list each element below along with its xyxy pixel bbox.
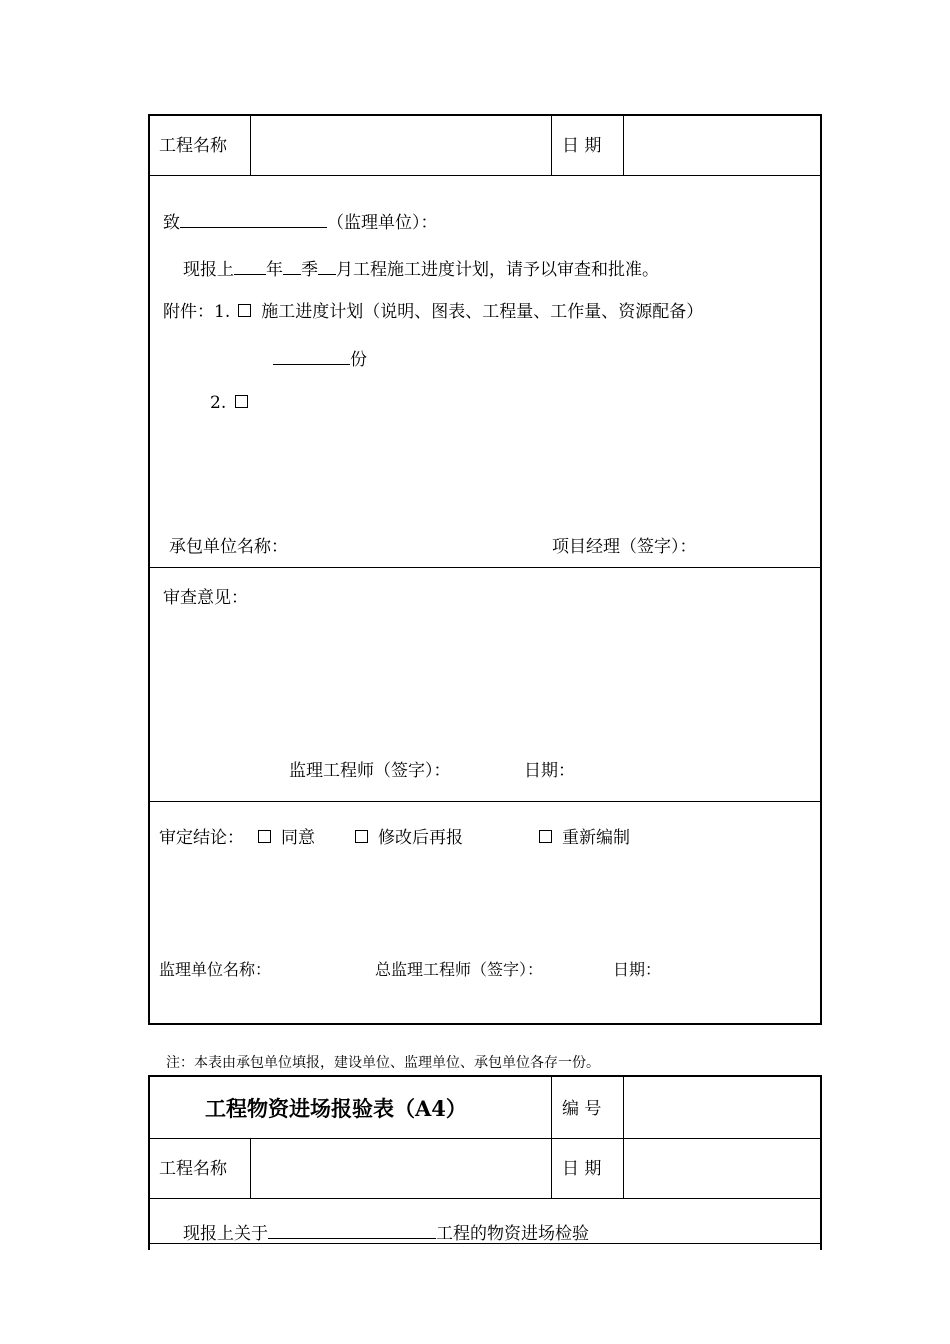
checkbox-agree[interactable] xyxy=(258,830,271,843)
option-agree: 同意 xyxy=(281,828,315,848)
review-opinion-field[interactable] xyxy=(160,615,810,755)
checkbox-attachment-2[interactable] xyxy=(235,395,248,408)
supervisor-unit-label: 监理单位名称： xyxy=(159,960,272,979)
form1-col-divider xyxy=(551,115,552,175)
form2-project-name-field[interactable] xyxy=(252,1140,550,1197)
checkbox-redo[interactable] xyxy=(539,830,552,843)
option-redo: 重新编制 xyxy=(562,828,630,848)
number-field[interactable] xyxy=(625,1078,819,1137)
quarter-text: 季 xyxy=(301,260,318,280)
form2-report-suffix: 工程的物资进场检验 xyxy=(436,1224,589,1244)
form2-report-prefix: 现报上关于 xyxy=(183,1224,268,1244)
contractor-label: 承包单位名称： xyxy=(169,537,288,557)
chief-engineer-label: 总监理工程师（签字）： xyxy=(375,960,544,979)
form1-divider xyxy=(149,801,821,802)
form1-divider xyxy=(149,175,821,176)
copies-blank[interactable] xyxy=(273,348,350,365)
form2-title: 工程物资进场报验表（A4） xyxy=(205,1096,467,1121)
copies-suffix: 份 xyxy=(350,350,367,370)
attachment-2-num: 2. xyxy=(210,393,227,413)
form2-project-name-label: 工程名称 xyxy=(159,1159,227,1179)
final-date-label: 日期： xyxy=(613,960,662,979)
supervisor-unit-blank[interactable] xyxy=(180,211,327,228)
review-date-label: 日期： xyxy=(524,761,575,781)
form2-col-divider xyxy=(623,1076,624,1198)
project-name-label: 工程名称 xyxy=(159,136,227,156)
conclusion-line xyxy=(159,828,630,848)
form1-divider xyxy=(149,567,821,568)
footnote: 注：本表由承包单位填报，建设单位、监理单位、承包单位各存一份。 xyxy=(166,1055,600,1071)
conclusion-label: 审定结论： xyxy=(159,828,244,848)
date-label: 日 期 xyxy=(562,136,602,156)
form2-date-field[interactable] xyxy=(625,1140,819,1197)
attachment-line-2 xyxy=(210,393,252,413)
attachment-line-1 xyxy=(163,302,703,322)
form2-divider xyxy=(149,1198,821,1199)
option-revise: 修改后再报 xyxy=(378,828,463,848)
checkbox-revise[interactable] xyxy=(355,830,368,843)
month-blank[interactable] xyxy=(318,258,336,275)
form2-col-divider xyxy=(551,1076,552,1198)
review-opinion-label: 审查意见： xyxy=(163,588,248,608)
attachment-1-text: 施工进度计划（说明、图表、工程量、工作量、资源配备） xyxy=(261,302,704,322)
addressee-line xyxy=(163,211,438,233)
year-blank[interactable] xyxy=(234,258,266,275)
to-suffix: （监理单位）： xyxy=(327,213,438,233)
report-suffix: 月工程施工进度计划，请予以审查和批准。 xyxy=(336,260,659,280)
pm-signature-label: 项目经理（签字）： xyxy=(552,537,697,557)
form2-report-line xyxy=(183,1222,589,1244)
report-prefix: 现报上 xyxy=(183,260,234,280)
report-line xyxy=(183,258,659,280)
year-text: 年 xyxy=(266,260,283,280)
attachment-label: 附件：1. xyxy=(163,302,231,322)
form1-table xyxy=(148,114,822,1025)
form2-project-blank[interactable] xyxy=(268,1222,436,1239)
form2-col-divider xyxy=(250,1139,251,1198)
checkbox-attachment-1[interactable] xyxy=(238,304,251,317)
engineer-signature-label: 监理工程师（签字）： xyxy=(289,761,451,781)
form1-col-divider xyxy=(250,115,251,175)
copies-line xyxy=(273,348,367,370)
date-field[interactable] xyxy=(625,116,819,174)
number-label: 编 号 xyxy=(562,1099,602,1119)
form2-date-label: 日 期 xyxy=(562,1159,602,1179)
quarter-blank[interactable] xyxy=(283,258,301,275)
project-name-field[interactable] xyxy=(252,116,550,174)
form1-col-divider xyxy=(623,115,624,175)
to-prefix: 致 xyxy=(163,213,180,233)
